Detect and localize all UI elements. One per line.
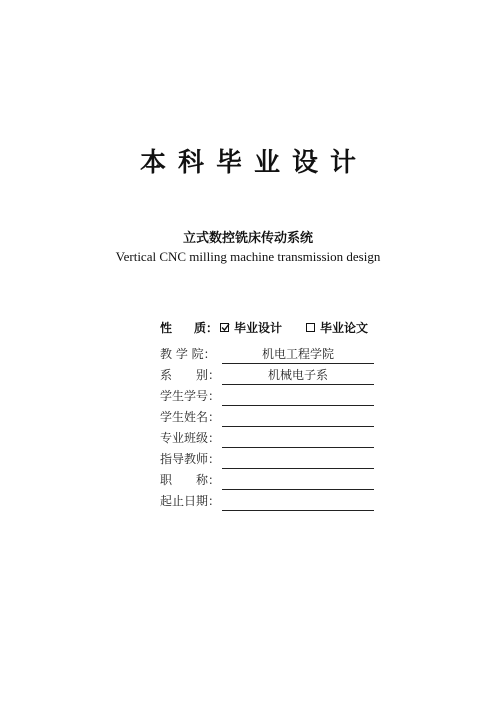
thesis-title-english: Vertical CNC milling machine transmission design: [115, 249, 381, 264]
nature-label-part2: 质：: [194, 320, 219, 335]
field-label: 系 别：: [160, 368, 221, 382]
document-title: 本科毕业设计: [139, 148, 368, 178]
field-value[interactable]: 机械电子系: [267, 368, 328, 382]
field-dates: [160, 490, 374, 511]
field-department: [160, 364, 374, 385]
field-label: 学生姓名：: [160, 410, 221, 424]
field-value[interactable]: 机电工程学院: [261, 347, 334, 361]
field-college: [160, 343, 374, 364]
field-student-id: [160, 385, 374, 406]
field-class: [160, 427, 374, 448]
field-label: 学生学号：: [160, 389, 221, 403]
option-thesis[interactable]: [306, 319, 368, 336]
underline: [222, 510, 374, 511]
field-label: 专业班级：: [160, 431, 221, 445]
option-design[interactable]: [220, 319, 282, 336]
field-label: 职 称：: [160, 473, 221, 487]
field-student-name: [160, 406, 374, 427]
field-title: [160, 469, 374, 490]
thesis-title-chinese: 立式数控铣床传动系统: [182, 231, 313, 246]
checked-box-icon[interactable]: [220, 323, 229, 332]
field-advisor: [160, 448, 374, 469]
unchecked-box-icon[interactable]: [306, 323, 315, 332]
field-label: 指导教师：: [160, 452, 221, 466]
field-label: 教 学 院：: [160, 347, 216, 361]
nature-label: [160, 319, 218, 336]
option-design-label: 毕业设计: [234, 320, 283, 335]
nature-row: [160, 318, 368, 336]
nature-label-part1: 性: [160, 320, 173, 335]
field-label: 起止日期：: [160, 494, 221, 508]
option-thesis-label: 毕业论文: [320, 320, 369, 335]
